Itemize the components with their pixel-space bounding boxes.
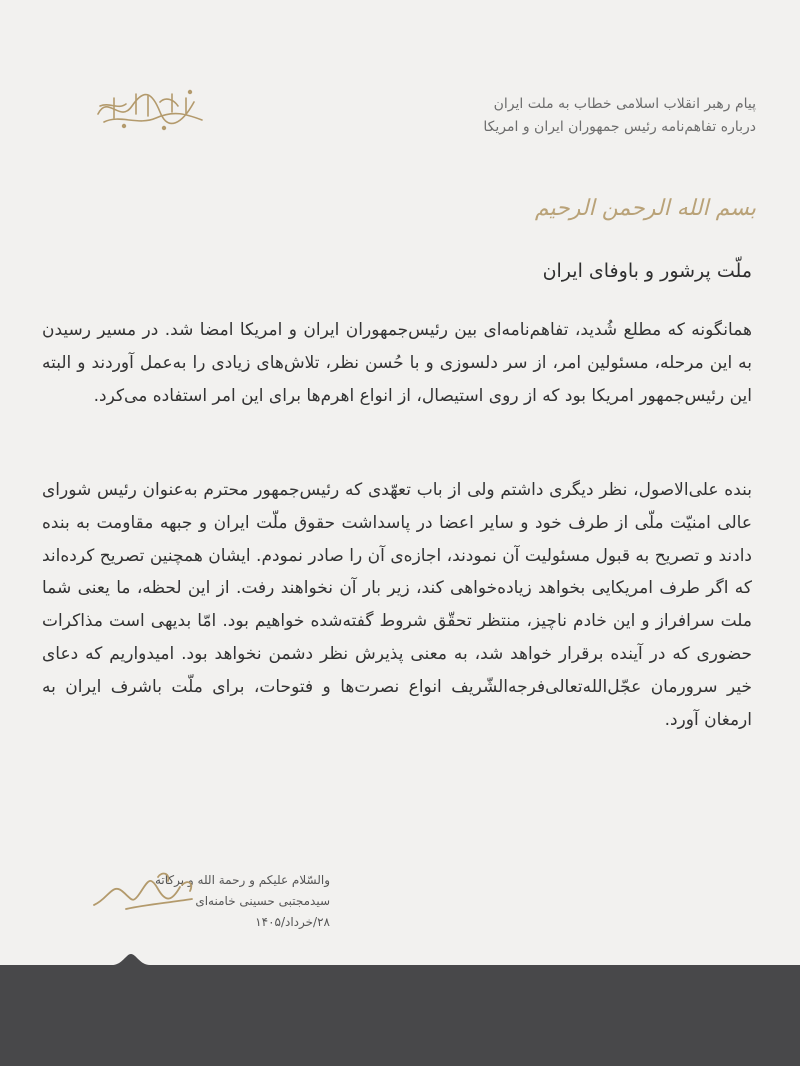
paragraph-1: همانگونه که مطلع شُدید، تفاهم‌نامه‌ای بین رئیس‌جمهوران ایران و امریکا امضا شد. در مسیر رسیدن به این مرحله، مسئولین امر، از سر دلسوزی و با حُسن نظر، تلاش‌های زیادی را به‌عمل آوردند و البته این رئیس‌جمهور امریکا بود که از روی استیصال، از انواع اهرم‌ها برای این امر استفاده می‌کرد. [42, 320, 752, 406]
basmala: بسم الله الرحمن الرحیم [534, 196, 756, 221]
closing-name: سیدمجتبی حسینی خامنه‌ای [195, 894, 330, 908]
paragraph-2: بنده علی‌الاصول، نظر دیگری داشتم ولی از باب تعهّدی که رئیس‌جمهور محترم به‌عنوان رئیس شورای عالی امنیّت ملّی از طرف خود و سایر اعضا در پاسداشت حقوق ملّت ایران و جبهه مقاومت به بنده دادند و تصریح به قبول مسئولیت آن نمودند، اجازه‌ی آن را صادر نمودم. ایشان همچنین تصریح کرده‌اند که اگر طرف امریکایی بخواهد زیاده‌خواهی کند، زیر بار آن نخواهند رفت. از این لحظه، ما یعنی شما ملت سرافراز و این خادم ناچیز، منتظر تحقّق شروط گفته‌شده خواهیم بود. امّا بدیهی است مذاکرات حضوری که در آینده برقرار خواهد شد، به معنی پذیرش نظر دشمن نخواهد بود. امیدواریم که دعای خیر سرورمان عجّل‌الله‌تعالی‌فرجه‌الشّریف انواع نصرت‌ها و فتوحات، برای ملّت باشرف ایران به ارمغان آورد. [42, 480, 752, 730]
header-line-2: درباره تفاهم‌نامه رئیس جمهوران ایران و امریکا [483, 119, 756, 135]
signature-icon [88, 865, 198, 915]
header-line-1: پیام رهبر انقلاب اسلامی خطاب به ملت ایران [493, 96, 756, 112]
closing-greeting: والسّلام علیکم و رحمة الله و برکاته [154, 873, 330, 887]
calligraphic-seal-icon [90, 84, 210, 134]
salutation: ملّت پرشور و باوفای ایران [542, 260, 752, 282]
footer-bar [0, 965, 800, 1066]
closing-date: ۲۸/خرداد/۱۴۰۵ [255, 915, 330, 929]
letter-header [336, 93, 756, 139]
